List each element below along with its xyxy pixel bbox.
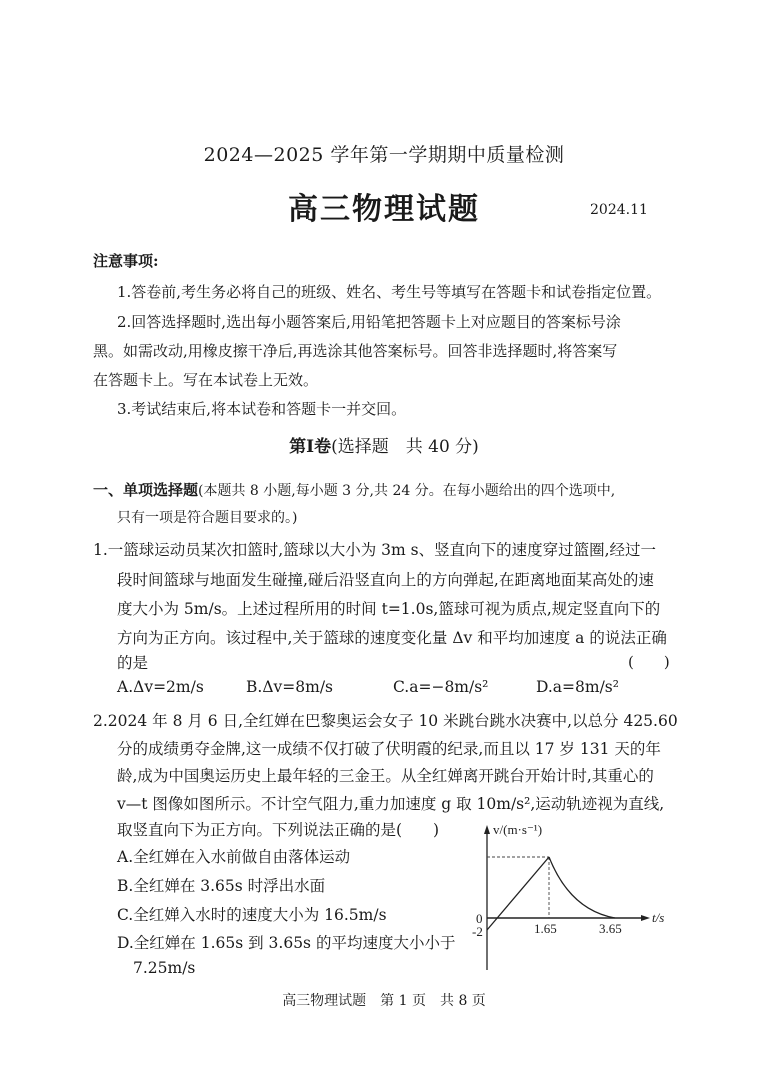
q2-option-c: C.全红婵入水时的速度大小为 16.5m/s bbox=[117, 906, 387, 924]
part-heading bbox=[93, 481, 615, 500]
q1-option-d: D.a=8m/s² bbox=[536, 678, 619, 696]
vt-line-segment bbox=[487, 857, 549, 930]
exam-date: 2024.11 bbox=[590, 202, 648, 218]
q1-line-5: 的是 bbox=[117, 654, 149, 672]
section-heading-bold: 第Ⅰ卷 bbox=[289, 437, 332, 457]
exam-subtitle: 2024—2025 学年第一学期期中质量检测 bbox=[203, 144, 565, 166]
x-axis-label: t/s bbox=[652, 910, 665, 925]
x-tick-label-1: 1.65 bbox=[534, 921, 557, 936]
q1-line-2: 段时间篮球与地面发生碰撞,碰后沿竖直向上的方向弹起,在距离地面某高处的速 bbox=[117, 571, 654, 589]
q1-answer-paren: ( ) bbox=[628, 653, 670, 671]
part-desc: (本题共 8 小题,每小题 3 分,共 24 分。在每小题给出的四个选项中, bbox=[198, 483, 616, 499]
q1-option-b: B.Δv=8m/s bbox=[246, 678, 333, 696]
vt-curve-segment bbox=[549, 857, 615, 918]
notice-item-2-cont: 黑。如需改动,用橡皮擦干净后,再选涂其他答案标号。回答非选择题时,将答案写 bbox=[93, 342, 618, 360]
part-label: 一、单项选择题 bbox=[93, 481, 199, 499]
q2-line-3: 龄,成为中国奥运历史上最年轻的三金王。从全红婵离开跳台开始计时,其重心的 bbox=[117, 767, 654, 785]
y-axis-arrow-icon bbox=[484, 825, 490, 834]
q2-option-a: A.全红婵在入水前做自由落体运动 bbox=[117, 848, 351, 866]
section-heading-rest: (选择题 共 40 分) bbox=[331, 437, 479, 457]
notice-item-1: 1.答卷前,考生务必将自己的班级、姓名、考生号等填写在答题卡和试卷指定位置。 bbox=[117, 283, 662, 301]
y-tick-label: -2 bbox=[472, 924, 483, 939]
q1-option-c: C.a=−8m/s² bbox=[393, 678, 489, 696]
part-desc-cont: 只有一项是符合题目要求的。) bbox=[117, 510, 298, 526]
page-footer: 高三物理试题 第 1 页 共 8 页 bbox=[282, 993, 486, 1009]
section-heading bbox=[0, 432, 768, 457]
q2-option-d-cont: 7.25m/s bbox=[133, 959, 196, 977]
notice-item-3: 3.考试结束后,将本试卷和答题卡一并交回。 bbox=[117, 400, 407, 418]
exam-title: 高三物理试题 bbox=[288, 192, 480, 227]
y-axis-label: v/(m·s⁻¹) bbox=[493, 822, 543, 837]
q2-line-5: 取竖直向下为正方向。下列说法正确的是( ) bbox=[117, 821, 440, 839]
x-axis-arrow-icon bbox=[641, 915, 650, 921]
q1-line-3: 度大小为 5m/s。上述过程所用的时间 t=1.0s,篮球可视为质点,规定竖直向下的 bbox=[117, 600, 661, 618]
x-tick-label-2: 3.65 bbox=[599, 921, 622, 936]
q2-option-d: D.全红婵在 1.65s 到 3.65s 的平均速度大小小于 bbox=[117, 934, 456, 952]
q2-line-1: 2.2024 年 8 月 6 日,全红婵在巴黎奥运会女子 10 米跳台跳水决赛中,以总分 425.60 bbox=[93, 712, 678, 730]
q2-line-4: v—t 图像如图所示。不计空气阻力,重力加速度 g 取 10m/s²,运动轨迹视为直线, bbox=[117, 795, 665, 813]
q1-option-a: A.Δv=2m/s bbox=[117, 678, 204, 696]
q2-line-2: 分的成绩勇夺金牌,这一成绩不仅打破了伏明霞的纪录,而且以 17 岁 131 天的年 bbox=[117, 740, 661, 758]
vt-graph bbox=[460, 815, 700, 975]
notice-item-2: 2.回答选择题时,选出每小题答案后,用铅笔把答题卡上对应题目的答案标号涂 bbox=[117, 313, 621, 331]
q1-line-1: 1.一篮球运动员某次扣篮时,篮球以大小为 3m s、竖直向下的速度穿过篮圈,经过一 bbox=[93, 541, 657, 559]
origin-label: 0 bbox=[476, 911, 483, 926]
q1-line-4: 方向为正方向。该过程中,关于篮球的速度变化量 Δv 和平均加速度 a 的说法正确 bbox=[117, 629, 667, 647]
notice-heading: 注意事项: bbox=[93, 252, 159, 270]
q2-option-b: B.全红婵在 3.65s 时浮出水面 bbox=[117, 877, 326, 895]
notice-item-2-cont2: 在答题卡上。写在本试卷上无效。 bbox=[93, 371, 319, 389]
